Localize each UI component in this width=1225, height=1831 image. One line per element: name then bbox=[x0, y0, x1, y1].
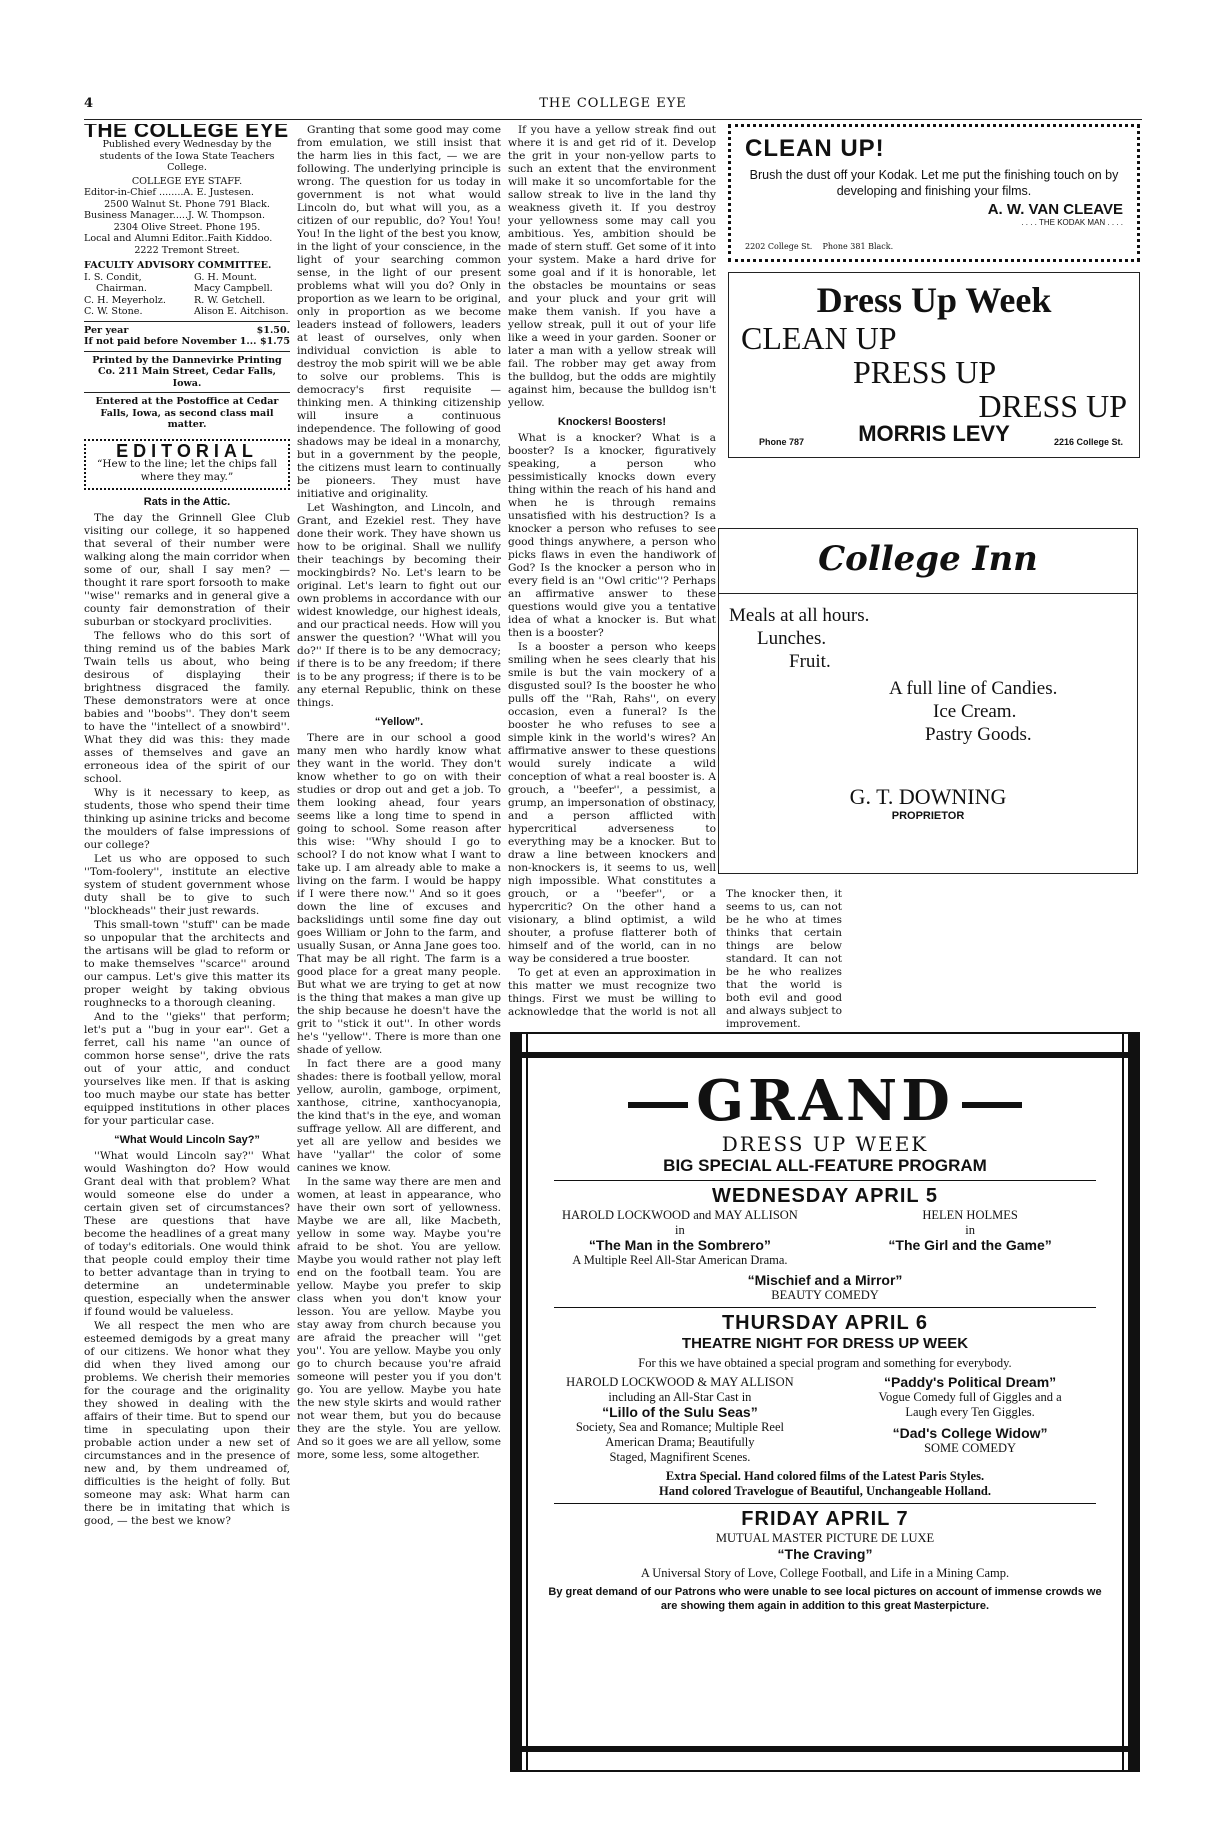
article-paragraph: In the same way there are men and women, at least in appearance, who have their own sort of yellowness. Maybe we are all, like Macbeth, yellow in some way. Maybe you're afraid to be shot. You are yellow. Maybe you would rather not play left end on the football team. You are yellow. Maybe you prefer to skip class when you don't know your lesson. You are yellow. Maybe you stay away from church because you are afraid the preacher will ''get you''. You are yellow. Maybe you only go to church because you're afraid someone will pester you if you don't go. You are yellow. Maybe you hate the new style skirts and would rather not wear them, but you do because they are the style. You are yellow. And so it goes we are all yellow, some more, some less, some altogether. bbox=[297, 1176, 501, 1461]
grand-friday-sub: MUTUAL MASTER PICTURE DE LUXE bbox=[715, 1531, 935, 1545]
column-3 bbox=[508, 124, 716, 1016]
staff-heading: COLLEGE EYE STAFF. bbox=[131, 175, 243, 187]
staff-editor-address: 2500 Walnut St. Phone 791 Black. bbox=[104, 198, 270, 210]
grand-wednesday-row: HAROLD LOCKWOOD and MAY ALLISON in “The Man in the Sombrero” A Multiple Reel All-Star American Drama. HELEN HOLMES in “The Girl and the Game” bbox=[561, 1208, 1052, 1267]
faculty-heading: FACULTY ADVISORY COMMITTEE. bbox=[84, 260, 272, 271]
entered-note: Entered at the Postoffice at Cedar Falls, Iowa, as second class mail matter. bbox=[95, 396, 279, 430]
dress-up-line-2: PRESS UP bbox=[853, 354, 997, 390]
border-bar bbox=[526, 1034, 528, 1770]
faculty-row: Chairman. Macy Campbell. bbox=[96, 283, 273, 294]
grand-thursday-sub: THEATRE NIGHT FOR DRESS UP WEEK bbox=[681, 1335, 969, 1352]
price-year: Per year $1.50. bbox=[84, 324, 290, 336]
clean-up-contact: 2202 College St. Phone 381 Black. bbox=[745, 242, 894, 251]
article-paragraph: And to the ''gieks'' that perform; let's put a ''bug in your ear''. Get a ferret, call his name ''an ounce of common horse sense'', drive the rats out of your attic, and conduct yourselves like men. If that is asking too much maybe our state has better equipped institutions in other places for your particular case. bbox=[84, 1010, 290, 1127]
staff-business-address: 2304 Olive Street. Phone 195. bbox=[113, 221, 261, 233]
grand-friday-desc: A Universal Story of Love, College Football, and Life in a Mining Camp. bbox=[640, 1566, 1010, 1580]
article-paragraph: In fact there are a good many shades: there is football yellow, moral yellow, aurolin, gamboge, orpiment, xanthose, citrine, xanthocyanopia, the kind that's in the eye, and woman suffrage yellow. All are different, and yet all are yellow and besides we have ''yallar'' the color of some canines we know. bbox=[297, 1058, 501, 1174]
article-paragraph: We all respect the men who are esteemed demigods by a great many of our citizens. We honor what they did when they lived among our problems. We cherish their memories for the courage and the originality they showed in dealing with the affairs of their time. But to spend our time in speculating upon their probable action under a new set of circumstances and in the presence of new and, by them undreamed of, difficulties is the height of folly. But someone may ask: What harm can there be in imitating that which is good, — the best we know? bbox=[84, 1319, 290, 1527]
grand-extra-2: Hand colored Travelogue of Beautiful, Unchangeable Holland. bbox=[659, 1484, 991, 1498]
article-paragraph: The day the Grinnell Glee Club visiting our college, it so happened that several of their number were walking along the main corridor when some of our, shall I say men? — thought it rare sport forsooth to make ''wise'' remarks and in general give a county fair demonstration of their suburban or stockyard proclivities. bbox=[84, 511, 290, 628]
faculty-row: I. S. Condit, G. H. Mount. bbox=[84, 271, 257, 283]
grand-wednesday-extra: “Mischief and a Mirror” bbox=[747, 1272, 903, 1288]
grand-title: GRAND bbox=[534, 1070, 1116, 1132]
dress-up-title: Dress Up Week bbox=[816, 280, 1052, 320]
grand-extra-1: Extra Special. Hand colored films of the Latest Paris Styles. bbox=[665, 1469, 985, 1483]
article-title: “Yellow”. bbox=[374, 716, 424, 728]
border-bar bbox=[512, 1746, 1138, 1752]
clean-up-name: A. W. VAN CLEAVE bbox=[987, 201, 1123, 218]
article-paragraph: To get at even an approximation in this matter we must recognize two things. First we must be willing to acknowledge that the world is not all bbox=[508, 967, 716, 1016]
college-inn-left-list: Meals at all hours. Lunches. Fruit. bbox=[729, 605, 870, 672]
college-inn-title: College Inn bbox=[818, 539, 1038, 579]
article-paragraph: Granting that some good may come from emulation, we still insist that the harm lies in this fact, — we are following. The underlying principle is wrong. The question for us today in government is not what would Lincoln do, but what will you, as a citizen of our republic, do? You! You! You! In the light of the best you know, in the light of your conscience, in the light of your searching common sense, in the light of our present problems what will you do? Only in proportion as we learn to be original, only in proportion as we become leaders instead of followers, leaders at least of ourselves, only when individual conviction is able to destroy the mob spirit will we be able to solve our problems. This is democracy's first requisite — thinking men. A thinking citizenship will insure a continuous independence. The following of good shadows may be ideal in a monarchy, but in a government by the people, the citizens must learn to continually be pioneers. They must have initiative and originality. bbox=[297, 124, 501, 500]
article-paragraph: This small-town ''stuff'' can be made so unpopular that the architects and the artisans will be glad to reform or to make themselves ''scarce'' around our campus. Let's give this matter its proper weight by taking obvious roughnecks to a thorough cleaning. bbox=[84, 918, 290, 1009]
college-inn-right-list: A full line of Candies. Ice Cream. Pastry Goods. bbox=[889, 678, 1058, 745]
article-paragraph: Why is it necessary to keep, as students, those who spend their time thinking up asinine tricks and become the moulders of false impressions of our college? bbox=[84, 786, 290, 851]
dress-up-name: MORRIS LEVY bbox=[858, 421, 1010, 446]
masthead-title: THE COLLEGE EYE bbox=[84, 124, 289, 142]
staff-local-address: 2222 Tremont Street. bbox=[134, 244, 240, 256]
dress-up-phone: Phone 787 bbox=[759, 437, 805, 447]
price-late: If not paid before November 1... $1.75 bbox=[84, 336, 290, 347]
dress-up-line-1: CLEAN UP bbox=[741, 320, 897, 356]
rule bbox=[84, 392, 290, 393]
grand-program: BIG SPECIAL ALL-FEATURE PROGRAM bbox=[663, 1156, 987, 1175]
grand-wednesday: WEDNESDAY APRIL 5 bbox=[712, 1185, 938, 1207]
faculty-row: C. H. Meyerholz. R. W. Getchell. bbox=[84, 294, 266, 306]
printer-note: Printed by the Dannevirke Printing Co. 211 Main Street, Cedar Falls, Iowa. bbox=[92, 354, 282, 389]
grand-friday-note: By great demand of our Patrons who were unable to see local pictures on account of immense crowds we are showing them again in addition to this great Masterpicture. bbox=[548, 1586, 1102, 1612]
article-paragraph: If you have a yellow streak find out where it is and get rid of it. Develop the grit in your non-yellow parts to such an extent that the environment will make it so uncomfortable for the sallow streak to live in the land thy weakness giveth it. If you destroy your yellowness some may call you ambitious. Yes, ambition should be made of stern stuff. Get some of it into your system. Make a hard drive for some goal and if it is honorable, let the obstacles be mountains or seas and your pluck and your grit will make them vanish. If you have a yellow streak, pull it out of your life like a weed in your garden. Sooner or later a man with a yellow streak will fail. The robber may get away from the bulldog, but the odds are mightily against him, because the bulldog isn't yellow. bbox=[508, 124, 716, 409]
clean-up-title: CLEAN UP! bbox=[745, 135, 885, 162]
border-bar bbox=[1128, 1034, 1138, 1770]
editorial-box bbox=[84, 439, 290, 490]
article-paragraph: What is a knocker? What is a booster? Is a knocker, figuratively speaking, a person who pessimistically knocks down every thing within the reach of his hand and when he is through remains unsatisfied with his destruction? Is a knocker a person who refuses to see good things anywhere, a person who picks flaws in even the handiwork of God? Is the knocker a person who in every field is an ''Owl critic''? Perhaps an affirmative answer to these questions would give you a tentative idea of what a knocker is. But what then is a booster? bbox=[508, 432, 716, 639]
article-paragraph: The fellows who do this sort of thing remind us of the babies Mark Twain tells us about, who being desirous of displaying their brightness disgraced the family. These demonstrators were at once babies and ''boobs''. They don't seem to have the ''intellect of a snowbird''. What they did was this: they made asses of themselves and gave an erroneous idea of the spirit of our school. bbox=[84, 629, 290, 785]
article-paragraph: The knocker then, it seems to us, can not be he who at times thinks that certain things are below standard. It can not be he who realizes that the world is both evil and good and always subject to improvement. bbox=[726, 888, 842, 1028]
running-title: THE COLLEGE EYE bbox=[539, 96, 687, 111]
staff-local: Local and Alumni Editor..Faith Kiddoo. bbox=[84, 233, 273, 244]
grand-subtitle: DRESS UP WEEK bbox=[721, 1132, 929, 1156]
editorial-title: EDITORIAL bbox=[116, 440, 258, 461]
column-1 bbox=[84, 124, 290, 1764]
grand-thursday: THURSDAY APRIL 6 bbox=[721, 1312, 929, 1334]
masthead-published: Published every Wednesday by the students of the Iowa State Teachers College. bbox=[99, 139, 275, 173]
grand-thursday-row: HAROLD LOCKWOOD & MAY ALLISON including an All-Star Cast in “Lillo of the Sulu Seas” Society, Sea and Romance; Multiple Reel American Drama; Beautifully Staged, Magnifirent Scenes. “Paddy's Political Dream” Vogue Comedy full of Giggles and a Laugh every Ten Giggles. “Dad's College Widow” SOME COMEDY bbox=[566, 1374, 1062, 1464]
dress-up-address: 2216 College St. bbox=[1053, 437, 1123, 447]
article-paragraph: Let Washington, and Lincoln, and Grant, and Ezekiel rest. They have done their work. They have shown us how to be original. Shall we nullify their teachings by becoming their mockingbirds? No. Let's learn to be original. Let's learn to fight out our own problems in accordance with our widest knowledge, our highest ideals, and our practical needs. How will you answer the question? ''What will you do?'' If there is to be any democracy; if there is to be any freedom; if there is to be any progress; if there is to be any eternal Republic, think on these things. bbox=[297, 502, 501, 709]
article-paragraph: Let us who are opposed to such ''Tom-foolery'', institute an elective system of student government whose duty shall be to give to such ''blockheads'' their just rewards. bbox=[84, 852, 290, 917]
clean-up-ad bbox=[728, 124, 1140, 262]
faculty-row: C. W. Stone. Alison E. Aitchison. bbox=[84, 306, 289, 317]
rule bbox=[554, 1503, 1096, 1504]
rule bbox=[84, 321, 290, 322]
grand-wednesday-extra-sub: BEAUTY COMEDY bbox=[771, 1288, 879, 1302]
article-title: “What Would Lincoln Say?” bbox=[114, 1133, 260, 1146]
editorial-motto: “Hew to the line; let the chips fall where they may.” bbox=[96, 457, 278, 483]
border-bar bbox=[512, 1034, 522, 1770]
page-number: 4 bbox=[84, 96, 94, 111]
college-inn-ad bbox=[718, 528, 1138, 874]
column-4 bbox=[726, 888, 842, 1028]
grand-content bbox=[534, 1070, 1116, 1734]
rule bbox=[554, 1180, 1096, 1181]
dress-up-ad bbox=[728, 272, 1140, 458]
article-title: Rats in the Attic. bbox=[143, 495, 231, 508]
grand-thursday-note: For this we have obtained a special program and something for everybody. bbox=[638, 1356, 1012, 1370]
border-bar bbox=[1122, 1034, 1124, 1770]
dress-up-line-3: DRESS UP bbox=[978, 388, 1127, 424]
article-paragraph: There are in our school a good many men who hardly know what they want in the world. They don't know whether to go on with their studies or drop out and get a job. To them looking ahead, four years seems like a long time to spend in going to school. Some reason after this wise: ''Why should I go to school? I do not know what I want to take up. I am already able to make a living on the farm. I would be happy if I were there now.'' And so it goes down the line of excuses and backslidings until some fine day out goes William or John to the farm, and usually Susan, or Anna Jane goes too. That may be all right. The farm is a good place for a great many people. But what we are trying to get at now is the thing that makes a man give up the ship because he doesn't have the grit to ''stick it out''. In other words he's ''yellow''. There is more than one shade of yellow. bbox=[297, 732, 501, 1056]
rule bbox=[554, 1307, 1096, 1308]
border-bar bbox=[512, 1052, 1138, 1058]
clean-up-tagline: . . . . THE KODAK MAN . . . . bbox=[1021, 218, 1123, 227]
grand-friday: FRIDAY APRIL 7 bbox=[741, 1508, 909, 1530]
college-inn-owner: G. T. DOWNING bbox=[849, 784, 1007, 809]
rule bbox=[84, 351, 290, 352]
college-inn-role: PROPRIETOR bbox=[891, 810, 965, 822]
rule bbox=[719, 593, 1137, 594]
clean-up-body: Brush the dust off your Kodak. Let me put the finishing touch on by developing and finishing your films. bbox=[749, 168, 1119, 198]
article-title: Knockers! Boosters! bbox=[557, 416, 667, 428]
article-paragraph: Is a booster a person who keeps smiling when he sees clearly that his smile is but the vain mockery of a disgusted soul? Is the booster he who pulls off the ''Rah, Rahs'', on every occasion, even a funeral? Is the booster he who refuses to see a simple kink in the world's wires? An affirmative answer to these questions would surely indicate a wild conception of what a real booster is. A grouch, a ''beefer'', a pessimist, a grump, an impersonation of obstinacy, and a person afflicted with hypercritical adverseness to everything may be a knocker. But to draw a line between knockers and non-knockers is, it seems to us, well nigh impossible. What constitutes a grouch, or a ''beefer'', or a hypercritic? On the other hand a visionary, a blind optimist, a wild shouter, a profuse flatterer both of himself and of the world, can in no way be considered a true booster. bbox=[508, 641, 716, 965]
staff-business: Business Manager.....J. W. Thompson. bbox=[84, 210, 266, 221]
grand-friday-title: “The Craving” bbox=[777, 1546, 873, 1562]
column-2 bbox=[297, 124, 501, 1764]
grand-theatre-ad bbox=[510, 1032, 1140, 1772]
article-paragraph: ''What would Lincoln say?'' What would Washington do? How would Grant deal with that problem? What would someone else do under a certain given set of circumstances? These are questions that have become the headlines of a great many of today's editorials. One would think that people could employ their time to better advantage than in trying to determine an undeterminable question, especially when the answer if found would be valueless. bbox=[84, 1149, 290, 1318]
running-header bbox=[84, 94, 1142, 120]
staff-editor: Editor-in-Chief ........A. E. Justesen. bbox=[84, 187, 254, 198]
